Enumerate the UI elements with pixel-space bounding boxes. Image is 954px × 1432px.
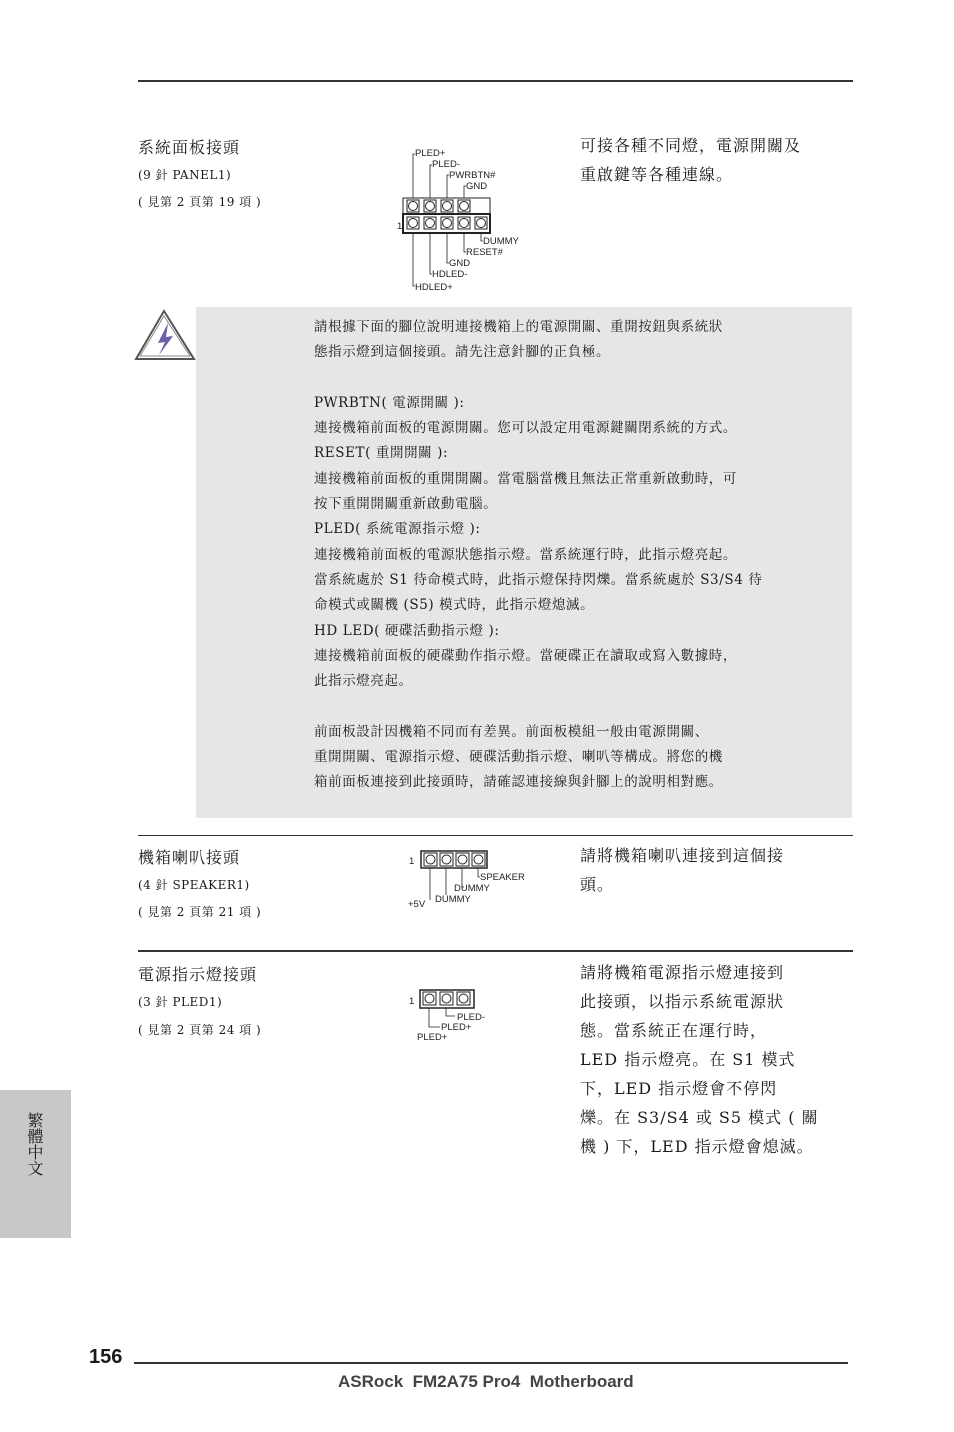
pled-pins: (3 針 PLED1)	[138, 995, 223, 1009]
pled-connector-diagram	[405, 985, 515, 1045]
pled-desc-line: LED 指示燈亮。在 S1 模式	[580, 1050, 796, 1069]
note-line: 此指示燈亮起。	[314, 673, 413, 690]
note-line: 箱前面板連接到此接頭時，請確認連接線與針腳上的說明相對應。	[314, 774, 723, 791]
panel-label-gnd-top: GND	[466, 181, 488, 192]
panel-title: 系統面板接頭	[138, 138, 241, 157]
speaker-pin1-label: 1	[409, 856, 415, 867]
panel-desc-line: 重啟鍵等各種連線。	[580, 165, 734, 184]
note-line: 請根據下面的腳位說明連接機箱上的電源開關、重開按鈕與系統狀	[314, 319, 723, 335]
panel-label-reset: RESET#	[466, 247, 503, 258]
panel-label-gnd-bottom: GND	[449, 258, 471, 269]
note-line: PLED( 系統電源指示燈 ):	[314, 521, 481, 538]
language-side-tab	[0, 1090, 71, 1238]
panel-label-hdled-minus: HDLED-	[432, 269, 468, 280]
note-line: 連接機箱前面板的電源狀態指示燈。當系統運行時，此指示燈亮起。	[314, 546, 737, 563]
note-line: 連接機箱前面板的硬碟動作指示燈。當硬碟正在讀取或寫入數據時，	[314, 647, 737, 664]
pled-desc-line: 機 ) 下，LED 指示燈會熄滅。	[580, 1137, 814, 1156]
panel-label-pled-minus: PLED-	[432, 159, 460, 170]
note-line: 按下重開開關重新啟動電腦。	[314, 496, 498, 513]
panel-pin1-label: 1	[397, 221, 403, 232]
note-line: 連接機箱前面板的重開開關。當電腦當機且無法正常重新啟動時，可	[314, 470, 737, 487]
pled-desc-line: 態。當系統正在運行時，	[580, 1021, 768, 1040]
pled-rule	[138, 950, 853, 952]
pled-ref: ( 見第 2 頁第 24 項 )	[138, 1023, 262, 1037]
pled-title: 電源指示燈接頭	[138, 965, 258, 984]
top-rule	[138, 80, 853, 82]
panel-desc	[580, 131, 801, 189]
note-line: RESET( 重開開關 ):	[314, 445, 449, 462]
panel-ref: ( 見第 2 頁第 19 項 )	[138, 195, 262, 209]
pled-desc-line: 此接頭，以指示系統電源狀	[580, 992, 785, 1011]
speaker-label-dummy-2: DUMMY	[435, 894, 471, 905]
note-line: 重開開關、電源指示燈、硬碟活動指示燈、喇叭等構成。將您的機	[314, 749, 723, 766]
note-line: 態指示燈到這個接頭。請先注意針腳的正負極。	[314, 344, 611, 361]
speaker-desc-line: 頭。	[580, 875, 615, 894]
note-line: 前面板設計因機箱不同而有差異。前面板模組一般由電源開關、	[314, 723, 709, 740]
note-line	[314, 366, 844, 391]
speaker-desc	[580, 841, 784, 899]
note-text	[314, 315, 844, 796]
panel-pins: (9 針 PANEL1)	[138, 168, 232, 182]
speaker-ref: ( 見第 2 頁第 21 項 )	[138, 905, 262, 919]
panel-label-pled-plus: PLED+	[415, 148, 446, 159]
footer-rule	[134, 1362, 848, 1364]
panel-bottom-pins	[407, 217, 487, 229]
panel-connector-diagram	[395, 140, 535, 295]
speaker-label-speaker: SPEAKER	[480, 872, 525, 883]
footer-title: ASRock FM2A75 Pro4 Motherboard	[338, 1372, 634, 1391]
panel-label-dummy: DUMMY	[483, 236, 519, 247]
panel-label-pwrbtn: PWRBTN#	[449, 170, 496, 181]
speaker-label-5v: +5V	[408, 899, 426, 910]
note-line: 連接機箱前面板的電源開關。您可以設定用電源鍵關閉系統的方式。	[314, 420, 737, 437]
note-line	[314, 694, 844, 719]
panel-desc-line: 可接各種不同燈，電源開關及	[580, 136, 802, 155]
note-line: PWRBTN( 電源開關 ):	[314, 394, 465, 411]
note-line: 當系統處於 S1 待命模式時，此指示燈保持閃爍。當系統處於 S3/S4 待	[314, 571, 763, 588]
language-side-tab-label: 繁體中文	[25, 1112, 44, 1176]
speaker-connector-diagram	[402, 845, 542, 910]
speaker-rule	[138, 835, 853, 836]
pled-desc-line: 下，LED 指示燈會不停閃	[580, 1079, 778, 1098]
page-number: 156	[89, 1346, 123, 1368]
panel-label-hdled-plus: HDLED+	[415, 282, 453, 293]
speaker-pins: (4 針 SPEAKER1)	[138, 878, 250, 892]
pled-label-plus-2: PLED+	[417, 1032, 448, 1043]
panel-top-pins	[407, 200, 470, 212]
speaker-title: 機箱喇叭接頭	[138, 848, 241, 867]
speaker-desc-line: 請將機箱喇叭連接到這個接	[580, 846, 785, 865]
pled-desc-line: 請將機箱電源指示燈連接到	[580, 963, 785, 982]
pled-desc-line: 爍。在 S3/S4 或 S5 模式 ( 關	[580, 1108, 819, 1127]
warning-triangle-icon	[134, 307, 198, 363]
note-line: HD LED( 硬碟活動指示燈 ):	[314, 622, 500, 639]
pled-desc	[580, 958, 819, 1161]
note-line: 命模式或關機 (S5) 模式時，此指示燈熄滅。	[314, 597, 595, 614]
speaker-label-dummy-1: DUMMY	[454, 883, 490, 894]
pled-label-minus: PLED-	[457, 1012, 485, 1023]
pled-pin1-label: 1	[409, 996, 415, 1007]
pled-label-plus-1: PLED+	[441, 1022, 472, 1033]
